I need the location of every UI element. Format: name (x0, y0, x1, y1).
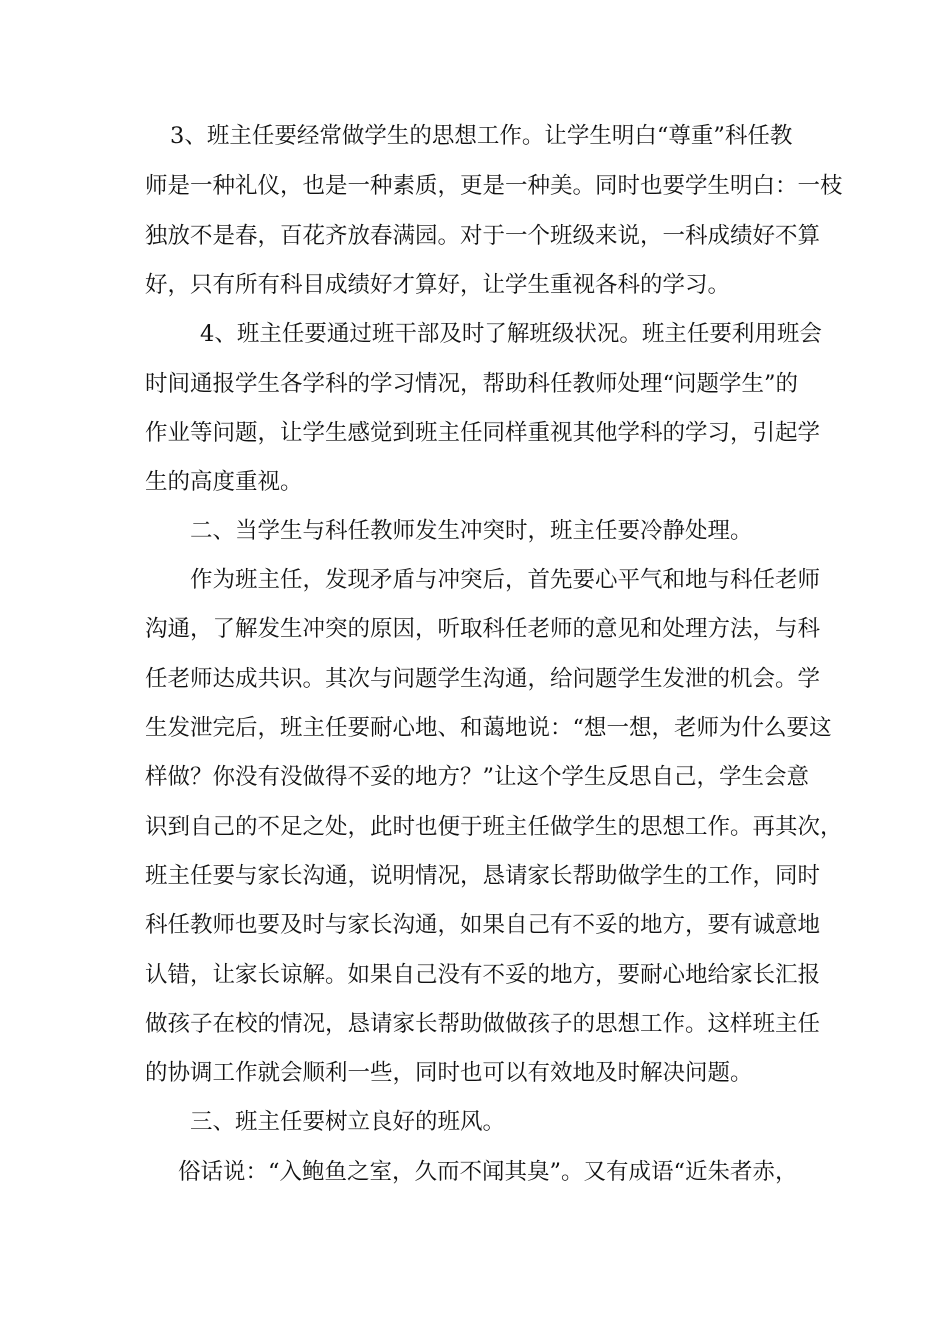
paragraph-3-line-3: 独放不是春，百花齐放春满园。对于一个班级来说，一科成绩好不算 (145, 223, 821, 249)
paragraph-4-line-1: 4、班主任要通过班干部及时了解班级状况。班主任要利用班会 (200, 321, 822, 347)
paragraph-5-line-7: 班主任要与家长沟通，说明情况，恳请家长帮助做学生的工作，同时 (145, 863, 821, 889)
paragraph-3-line-2: 师是一种礼仪，也是一种素质，更是一种美。同时也要学生明白：一枝 (145, 173, 843, 199)
paragraph-6-line-1: 俗话说：“入鲍鱼之室，久而不闻其臭”。又有成语“近朱者赤， (178, 1159, 798, 1185)
paragraph-5-line-5: 样做？你没有没做得不妥的地方？”让这个学生反思自己，学生会意 (145, 764, 810, 790)
paragraph-4-line-2: 时间通报学生各学科的学习情况，帮助科任教师处理“问题学生”的 (145, 371, 799, 397)
paragraph-5-line-4: 生发泄完后，班主任要耐心地、和蔼地说：“想一想，老师为什么要这 (145, 715, 832, 741)
paragraph-5-line-11: 的协调工作就会顺利一些，同时也可以有效地及时解决问题。 (145, 1060, 753, 1086)
section-heading-3: 三、班主任要树立良好的班风。 (190, 1109, 506, 1135)
paragraph-3-line-4: 好，只有所有科目成绩好才算好，让学生重视各科的学习。 (145, 272, 731, 298)
paragraph-5-line-8: 科任教师也要及时与家长沟通，如果自己有不妥的地方，要有诚意地 (145, 912, 821, 938)
paragraph-4-line-4: 生的高度重视。 (145, 469, 303, 495)
paragraph-5-line-2: 沟通，了解发生冲突的原因，听取科任老师的意见和处理方法，与科 (145, 616, 821, 642)
paragraph-5-line-3: 任老师达成共识。其次与问题学生沟通，给问题学生发泄的机会。学 (145, 666, 821, 692)
paragraph-5-line-6: 识到自己的不足之处，此时也便于班主任做学生的思想工作。再其次， (145, 814, 843, 840)
section-heading-2: 二、当学生与科任教师发生冲突时，班主任要冷静处理。 (190, 518, 753, 544)
paragraph-5-line-10: 做孩子在校的情况，恳请家长帮助做做孩子的思想工作。这样班主任 (145, 1011, 821, 1037)
paragraph-4-line-3: 作业等问题，让学生感觉到班主任同样重视其他学科的学习，引起学 (145, 420, 821, 446)
paragraph-5-line-1: 作为班主任，发现矛盾与冲突后，首先要心平气和地与科任老师 (190, 567, 821, 593)
paragraph-5-line-9: 认错，让家长谅解。如果自己没有不妥的地方，要耐心地给家长汇报 (145, 962, 821, 988)
paragraph-3-line-1: 3、班主任要经常做学生的思想工作。让学生明白“尊重”科任教 (170, 123, 793, 149)
